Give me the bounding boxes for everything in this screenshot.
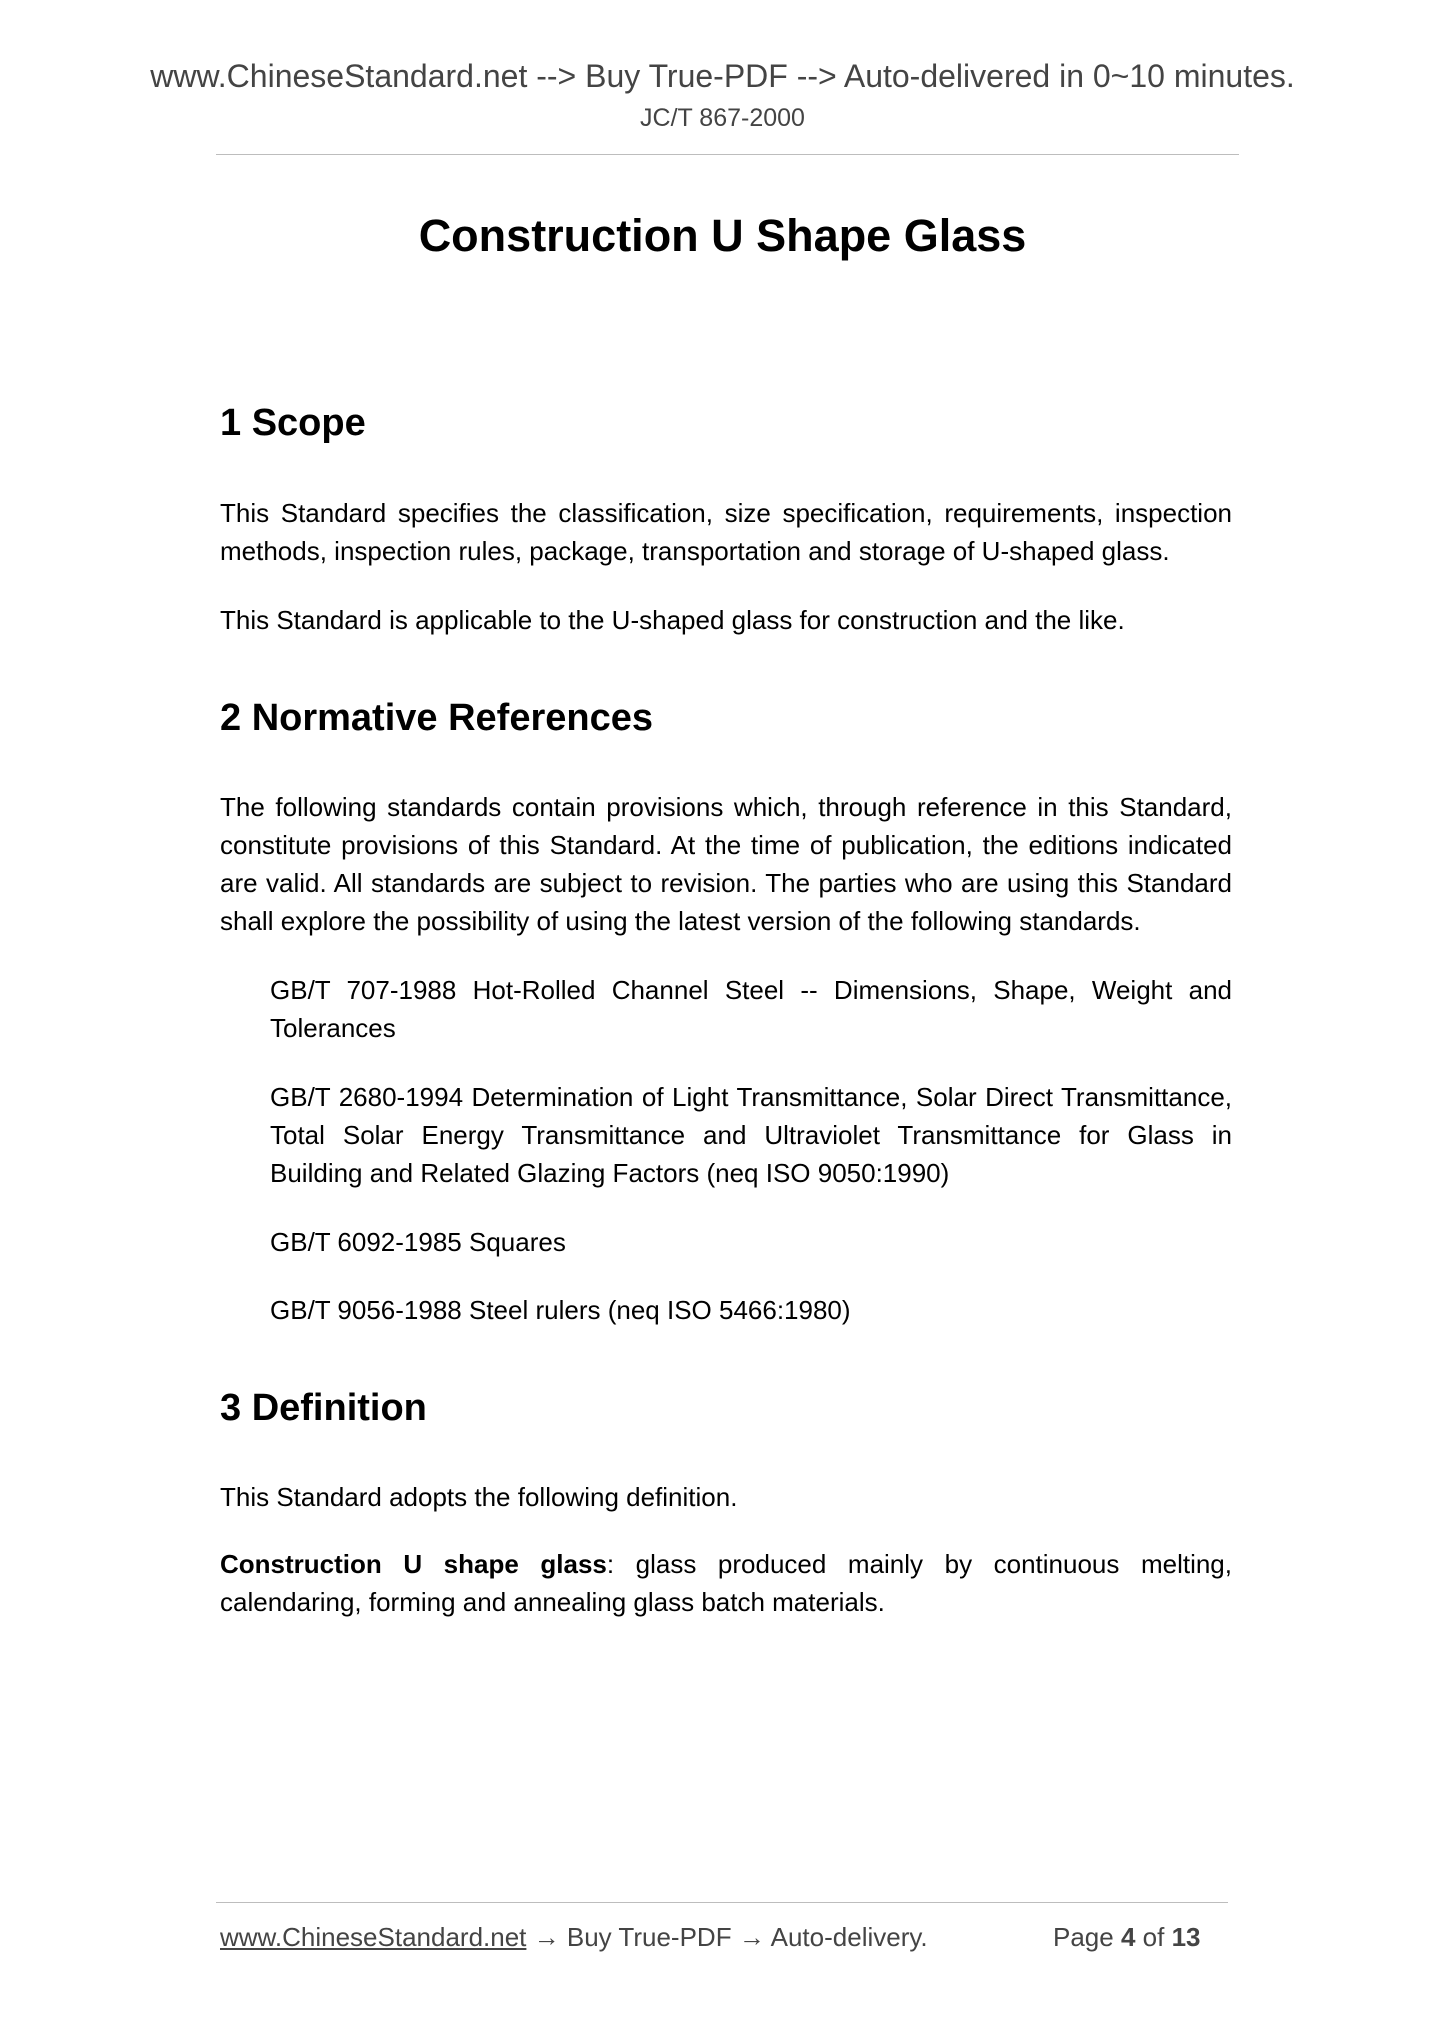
section-heading-scope: 1 Scope [220, 402, 366, 444]
reference-item: GB/T 9056-1988 Steel rulers (neq ISO 5466:1980) [270, 1295, 851, 1325]
scope-paragraph-2: This Standard is applicable to the U-shaped glass for construction and the like. [220, 605, 1125, 635]
document-title: Construction U Shape Glass [418, 210, 1027, 261]
reference-item: GB/T 6092-1985 Squares [270, 1227, 566, 1257]
definition-intro-paragraph: This Standard adopts the following definition. [220, 1482, 738, 1512]
of-word: of [1142, 1922, 1165, 1952]
definition-paragraph [220, 1545, 1232, 1621]
normative-intro-paragraph: The following standards contain provisions which, through reference in this Standard, constitute provisions of this Standard. At the time of publication, the editions indicated are valid. All standards are subject to revision. The parties who are using this Standard shall explore the possibility of using the latest version of the following standards. [220, 792, 1232, 936]
page-word: Page [1053, 1922, 1114, 1952]
section-heading-definition: 3 Definition [220, 1387, 427, 1429]
footer-delivery-text: Auto-delivery. [770, 1922, 928, 1952]
arrow-right-icon: → [738, 1922, 765, 1952]
scope-paragraph-1: This Standard specifies the classification, size specification, requirements, inspection methods, inspection rules, package, transportation and storage of U-shaped glass. [220, 498, 1232, 566]
term-definition: : glass produced mainly by continuous melting, calendaring, forming and annealing glass batch materials. [220, 1549, 1232, 1617]
header-divider [216, 154, 1239, 155]
footer-left [220, 1922, 928, 1953]
page-indicator [1053, 1922, 1201, 1953]
reference-item: GB/T 707-1988 Hot-Rolled Channel Steel -- Dimensions, Shape, Weight and Tolerances [270, 975, 1232, 1043]
arrow-right-icon: → [533, 1922, 560, 1952]
current-page-number: 4 [1120, 1922, 1136, 1952]
footer-divider [216, 1902, 1228, 1903]
footer-buy-text: Buy True-PDF [566, 1922, 732, 1952]
section-heading-normative-references: 2 Normative References [220, 697, 653, 739]
total-pages-number: 13 [1171, 1922, 1201, 1952]
document-code: JC/T 867-2000 [640, 104, 805, 132]
footer-site-link[interactable]: www.ChineseStandard.net [220, 1922, 527, 1952]
header-banner: www.ChineseStandard.net --> Buy True-PDF --> Auto-delivered in 0~10 minutes. [150, 58, 1295, 94]
reference-item: GB/T 2680-1994 Determination of Light Transmittance, Solar Direct Transmittance, Total Solar Energy Transmittance and Ultraviolet Transmittance for Glass in Building and Related Glazing Factors (neq ISO 9050:1990) [270, 1082, 1232, 1188]
defined-term: Construction U shape glass [220, 1549, 607, 1579]
